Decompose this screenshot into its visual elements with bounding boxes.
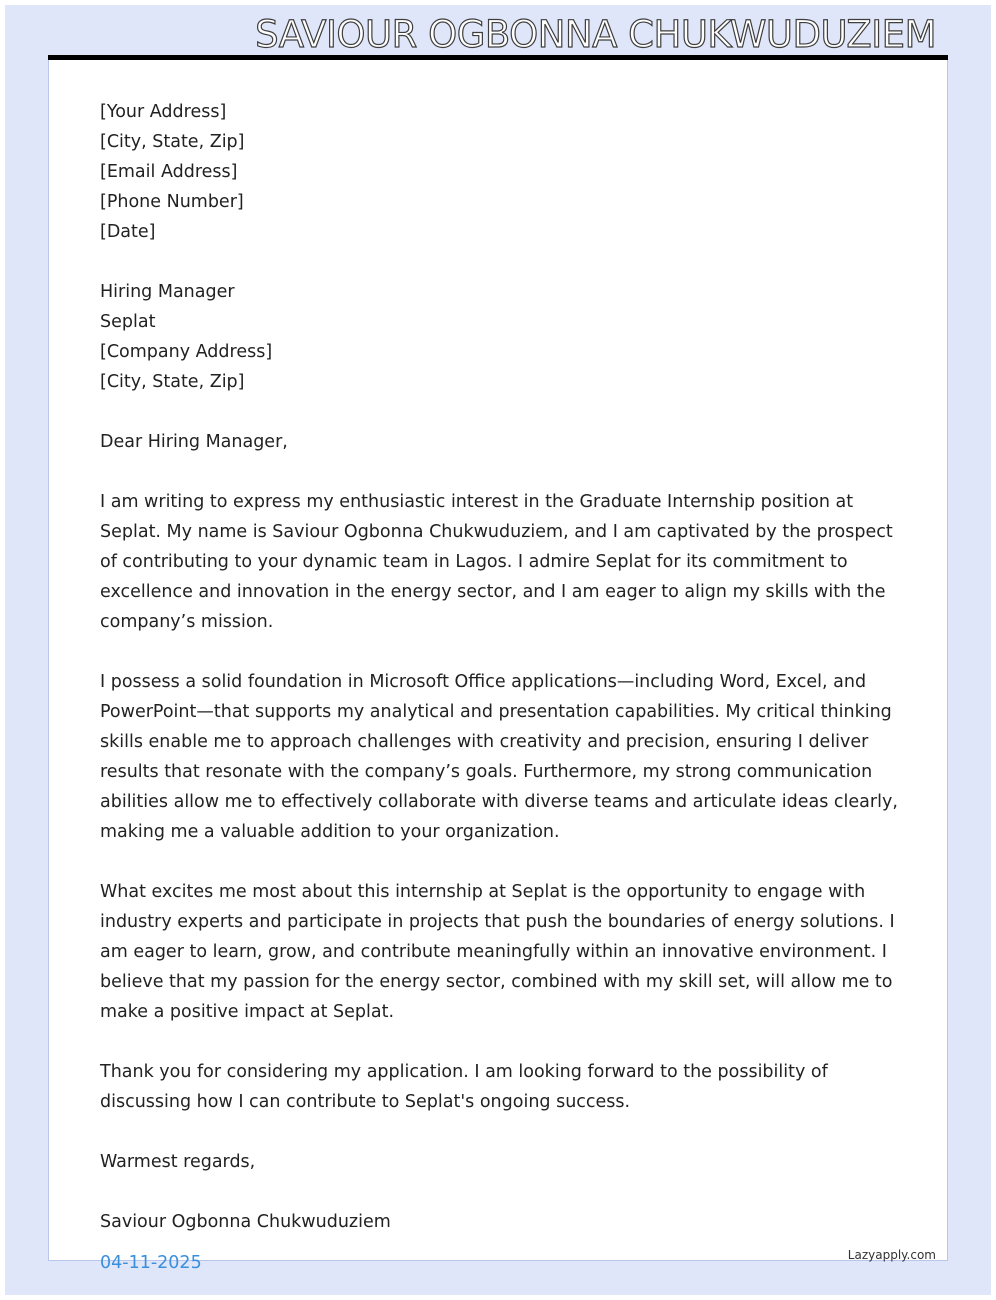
spacer [100, 1177, 900, 1207]
spacer [100, 847, 900, 877]
closing: Warmest regards, [100, 1152, 256, 1172]
sender-date: [Date] [100, 222, 156, 242]
brand-watermark: Lazyapply.com [847, 1248, 936, 1262]
sender-phone: [Phone Number] [100, 192, 244, 212]
body-paragraph-1: I am writing to express my enthusiastic interest in the Graduate Internship position at Seplat. My name is Saviour Ogbonna Chukwuduziem, and I am captivated by the prospect of contributing to your dynamic team in Lagos. I admire Seplat for its commitment to excellence and innovation in the energy sector, and I am eager to align my skills with the company’s mission. [100, 492, 893, 632]
spacer [100, 637, 900, 667]
sender-city-state-zip: [City, State, Zip] [100, 132, 245, 152]
footer-date: 04-11-2025 [100, 1253, 202, 1273]
body-paragraph-4: Thank you for considering my application. I am looking forward to the possibility of discussing how I can contribute to Seplat's ongoing success. [100, 1062, 828, 1112]
recipient-company: Seplat [100, 312, 156, 332]
body-paragraph-3: What excites me most about this internship at Seplat is the opportunity to engage with industry experts and participate in projects that push the boundaries of energy solutions. I am eager to learn, grow, and contribute meaningfully within an innovative environment. I believe that my passion for the energy sector, combined with my skill set, will allow me to make a positive impact at Seplat. [100, 882, 895, 1022]
spacer [100, 1027, 900, 1057]
cover-letter-body [100, 97, 900, 1237]
recipient-title: Hiring Manager [100, 282, 235, 302]
signature-name: Saviour Ogbonna Chukwuduziem [100, 1212, 391, 1232]
spacer [100, 1117, 900, 1147]
sender-address: [Your Address] [100, 102, 227, 122]
salutation: Dear Hiring Manager, [100, 432, 288, 452]
spacer [100, 247, 900, 277]
recipient-address: [Company Address] [100, 342, 273, 362]
body-paragraph-2: I possess a solid foundation in Microsoft Office applications—including Word, Excel, and PowerPoint—that supports my analytical and presentation capabilities. My critical thinking skills enable me to approach challenges with creativity and precision, ensuring I deliver results that resonate with the company’s goals. Furthermore, my strong communication abilities allow me to effectively collaborate with diverse teams and articulate ideas clearly, making me a valuable addition to your organization. [100, 672, 898, 842]
spacer [100, 457, 900, 487]
spacer [100, 397, 900, 427]
applicant-name-heading: SAVIOUR OGBONNA CHUKWUDUZIEM [255, 13, 936, 56]
recipient-city-state-zip: [City, State, Zip] [100, 372, 245, 392]
sender-email: [Email Address] [100, 162, 238, 182]
